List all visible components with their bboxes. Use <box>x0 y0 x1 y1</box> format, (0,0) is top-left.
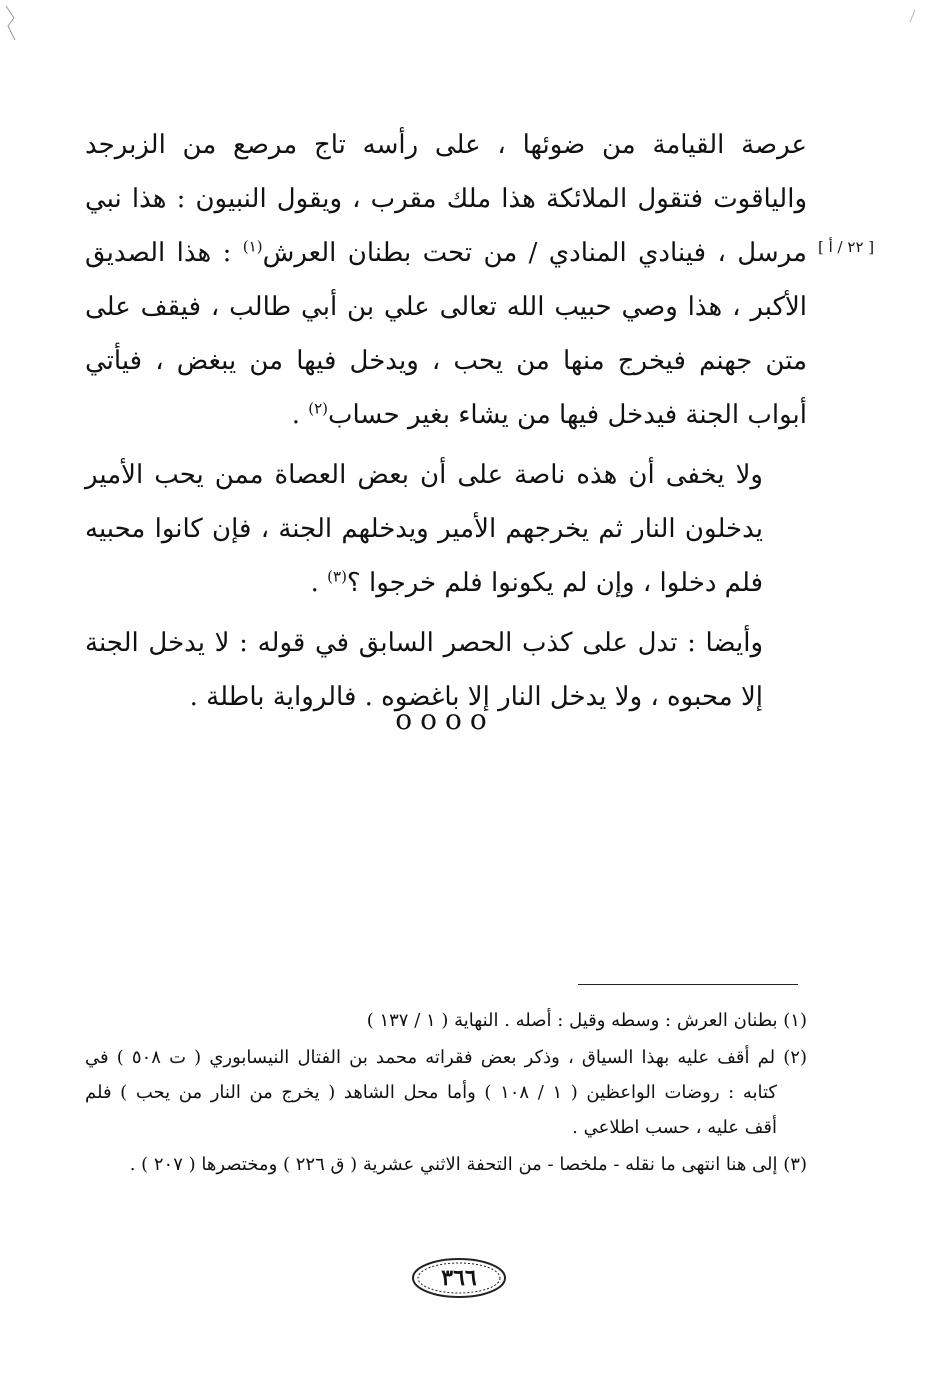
footnote-line: (٢) لم أقف عليه بهذا السياق ، وذكر بعض فقراته محمد بن الفتال النيسابوري ( ت ٥٠٨ ) في <box>85 1047 807 1068</box>
line: المنادي / من تحت بطنان العرش <box>262 238 627 268</box>
main-text <box>85 118 807 724</box>
line: عرصة القيامة من ضوئها ، على رأسه تاج مرصع من الزبرجد والياقوت <box>85 130 807 214</box>
footnote-line: أقف عليه ، حسب اطلاعي . <box>572 1117 777 1138</box>
paragraph-1 <box>85 118 807 442</box>
section-separator: oooo <box>395 703 495 736</box>
footnote-divider <box>578 984 798 985</box>
line: فتقول الملائكة هذا ملك مقرب ، ويقول النبيون : هذا نبي مرسل ، فينادي <box>85 184 807 268</box>
paragraph-2 <box>85 448 807 610</box>
line: لم يكونوا فلم خرجوا ؟ <box>346 568 588 598</box>
line: وأيضا : تدل على كذب الحصر السابق في قوله : لا يدخل الجنة إلا <box>85 628 763 712</box>
footnote-3: (٣) إلى هنا انتهى ما نقله - ملخصا - من التحفة الاثني عشرية ( ق ٢٢٦ ) ومختصرها ( ٢٠٧ ) . <box>129 1154 807 1175</box>
line: محبوه ، ولا يدخل النار إلا باغضوه . فالرواية باطلة . <box>189 682 733 712</box>
footnote-ref-3[interactable]: (٣) <box>327 567 347 586</box>
footnote-ref-1[interactable]: (١) <box>242 237 263 256</box>
footnote-1: (١) بطنان العرش : وسطه وقيل : أصله . النهاية ( ١ / ١٣٧ ) <box>366 1010 807 1031</box>
scan-corner-mark-right <box>907 6 917 36</box>
footnote-line: كتابه : روضات الواعظين ( ١ / ١٠٨ ) وأما محل الشاهد ( يخرج من النار من يحب ) فلم <box>85 1082 778 1103</box>
scan-corner-mark <box>4 4 18 44</box>
line: حبيب الله تعالى علي بن أبي طالب ، فيقف على متن جهنم فيخرج منها <box>85 292 807 376</box>
folio-reference: [ ٢٢ / أ ] <box>818 238 875 256</box>
line: ولا يخفى أن هذه ناصة على أن بعض العصاة ممن يحب الأمير يدخلون <box>85 460 764 544</box>
page-number: ٣٦٦ <box>441 1265 477 1291</box>
line: يشاء بغير حساب <box>328 400 509 430</box>
line: . <box>310 568 328 598</box>
footnote-ref-2[interactable]: (٢) <box>308 399 329 418</box>
line: النار ثم يخرجهم الأمير ويدخلهم الجنة ، فإن كانوا محبيه فلم دخلوا ، وإن <box>85 514 763 598</box>
footnote-2 <box>85 1040 807 1145</box>
line: : هذا الصديق الأكبر ، هذا وصي <box>85 238 807 322</box>
line: . <box>291 400 309 430</box>
line: من يحب ، ويدخل فيها من يبغض ، فيأتي أبواب الجنة فيدخل فيها من <box>85 346 807 430</box>
page-number-badge <box>410 1256 508 1300</box>
footnotes <box>85 1003 807 1184</box>
